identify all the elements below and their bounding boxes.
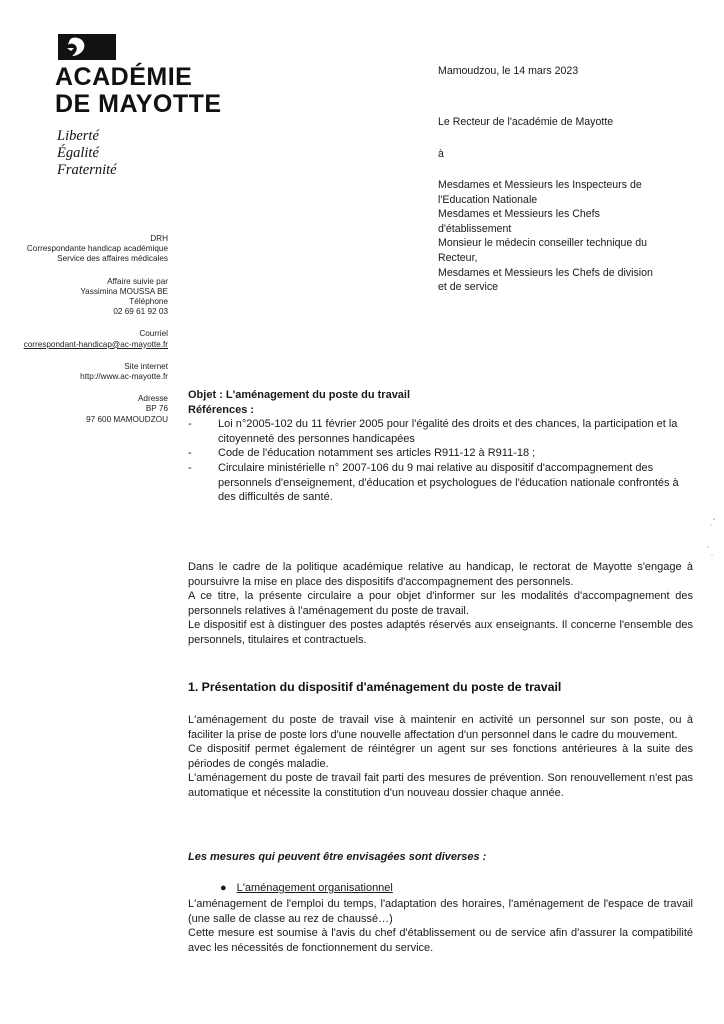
affaire-person: Yassimina MOUSSA BE [80, 286, 168, 296]
recipient-line: Mesdames et Messieurs les Chefs de division [438, 266, 653, 279]
website-label: Site internet [124, 361, 168, 371]
sender: Le Recteur de l'académie de Mayotte [438, 116, 614, 128]
service-line: Service des affaires médicales [57, 254, 168, 264]
affaire-label: Affaire suivie par [107, 276, 168, 286]
objet-line: Objet : L'aménagement du poste du travail [188, 389, 411, 401]
measures-block [188, 850, 693, 865]
bullet-paragraph: L'aménagement de l'emploi du temps, l'adaptation des horaires, l'aménagement de l'espace de travail (une salle de classe au rez de chaussé…) [188, 898, 693, 925]
bullet-dot-icon: ● [220, 882, 227, 894]
marianne-logo [58, 34, 116, 60]
motto-egalite: Égalité [57, 145, 99, 161]
references-title: Références : [188, 403, 255, 416]
references-list [188, 417, 693, 505]
intro-paragraph: A ce titre, la présente circulaire a pour objet d'informer sur les modalités d'accompagnement des personnels relatives à l'aménagement du poste de travail. [188, 590, 693, 617]
address-bp: BP 76 [145, 404, 168, 414]
service-line: Correspondante handicap académique [26, 244, 168, 254]
address-label: Adresse [137, 394, 168, 404]
bullet-body [188, 897, 693, 955]
email-link[interactable]: correspondant-handicap@ac-mayotte.fr [23, 339, 168, 349]
reference-item: - Circulaire ministérielle n° 2007-106 du 9 mai relative au dispositif d'accompagnement des personnels d'enseignement, d'éducation et psychologues de l'éducation nationale confrontés à des difficultés de santé. [188, 461, 693, 505]
intro-block [188, 560, 693, 648]
address-city: 97 600 MAMOUDZOU [86, 414, 168, 424]
sidebar-contact [0, 234, 168, 433]
address-block [0, 394, 168, 425]
republic-motto [57, 128, 117, 179]
section-title: 1. Présentation du dispositif d'aménagement du poste de travail [188, 680, 562, 694]
motto-liberte: Liberté [57, 128, 99, 144]
recipients [438, 178, 698, 295]
recipient-line: d'établissement [438, 222, 512, 235]
intro-paragraph: Le dispositif est à distinguer des postes adaptés réservés aux enseignants. Il concerne l'ensemble des personnels, titulaires et contractuels. [188, 619, 693, 646]
section1-body [188, 713, 693, 801]
objet-block [188, 388, 693, 505]
service-line: DRH [150, 234, 168, 243]
recipient-line: Mesdames et Messieurs les Inspecteurs de [438, 179, 642, 191]
academy-name [55, 64, 222, 118]
recipient-line: Recteur, [438, 251, 478, 264]
recipient-line: l'Education Nationale [438, 193, 538, 206]
date-place: Mamoudzou, le 14 mars 2023 [438, 65, 579, 77]
phone-number: 02 69 61 92 03 [113, 307, 168, 317]
intro-paragraph: Dans le cadre de la politique académique relative au handicap, le rectorat de Mayotte s'engage à poursuivre la mise en place des dispositifs d'accompagnement des personnels. [188, 561, 693, 588]
academy-name-line1: ACADÉMIE [55, 63, 193, 91]
motto-fraternite: Fraternité [57, 162, 117, 178]
recipient-line: Mesdames et Messieurs les Chefs [438, 208, 600, 221]
bullet-title: L'aménagement organisationnel [236, 882, 393, 894]
website-block [0, 362, 168, 382]
bullet-paragraph: Cette mesure est soumise à l'avis du chef d'établissement ou de service afin d'assurer la compatibilité avec les nécessités de fonctionnement du service. [188, 927, 693, 954]
recipient-line: et de service [438, 281, 499, 294]
email-label: Courriel [139, 329, 168, 339]
section-paragraph: Ce dispositif permet également de réintégrer un agent sur ses fonctions antérieures à la suite des périodes de congés maladie. [188, 743, 693, 770]
to-word: à [438, 148, 444, 160]
section-paragraph: L'aménagement du poste de travail vise à maintenir en activité un personnel sur son poste, ou à faciliter la prise de poste lors d'une nouvelle affectation d'un personnel dans le cadre du mouvement. [188, 714, 693, 741]
service-block [0, 234, 168, 265]
email-block [0, 329, 168, 349]
affaire-block [0, 277, 168, 318]
recipient-line: Monsieur le médecin conseiller technique du [438, 237, 648, 250]
measures-title: Les mesures qui peuvent être envisagées sont diverses : [188, 851, 487, 863]
reference-item: - Loi n°2005-102 du 11 février 2005 pour l'égalité des droits et des chances, la participation et la citoyenneté des personnes handicapées [188, 417, 693, 446]
website-link[interactable]: http://www.ac-mayotte.fr [80, 372, 168, 382]
scan-specks [705, 515, 717, 565]
phone-label: Téléphone [129, 297, 168, 307]
reference-item: - Code de l'éducation notamment ses articles R911-12 à R911-18 ; [188, 446, 693, 461]
section-paragraph: L'aménagement du poste de travail fait parti des mesures de prévention. Son renouvellement n'est pas automatique et nécessite la constitution d'un nouveau dossier chaque année. [188, 772, 693, 799]
academy-name-line2: DE MAYOTTE [55, 90, 222, 118]
bullet-item [220, 882, 393, 894]
